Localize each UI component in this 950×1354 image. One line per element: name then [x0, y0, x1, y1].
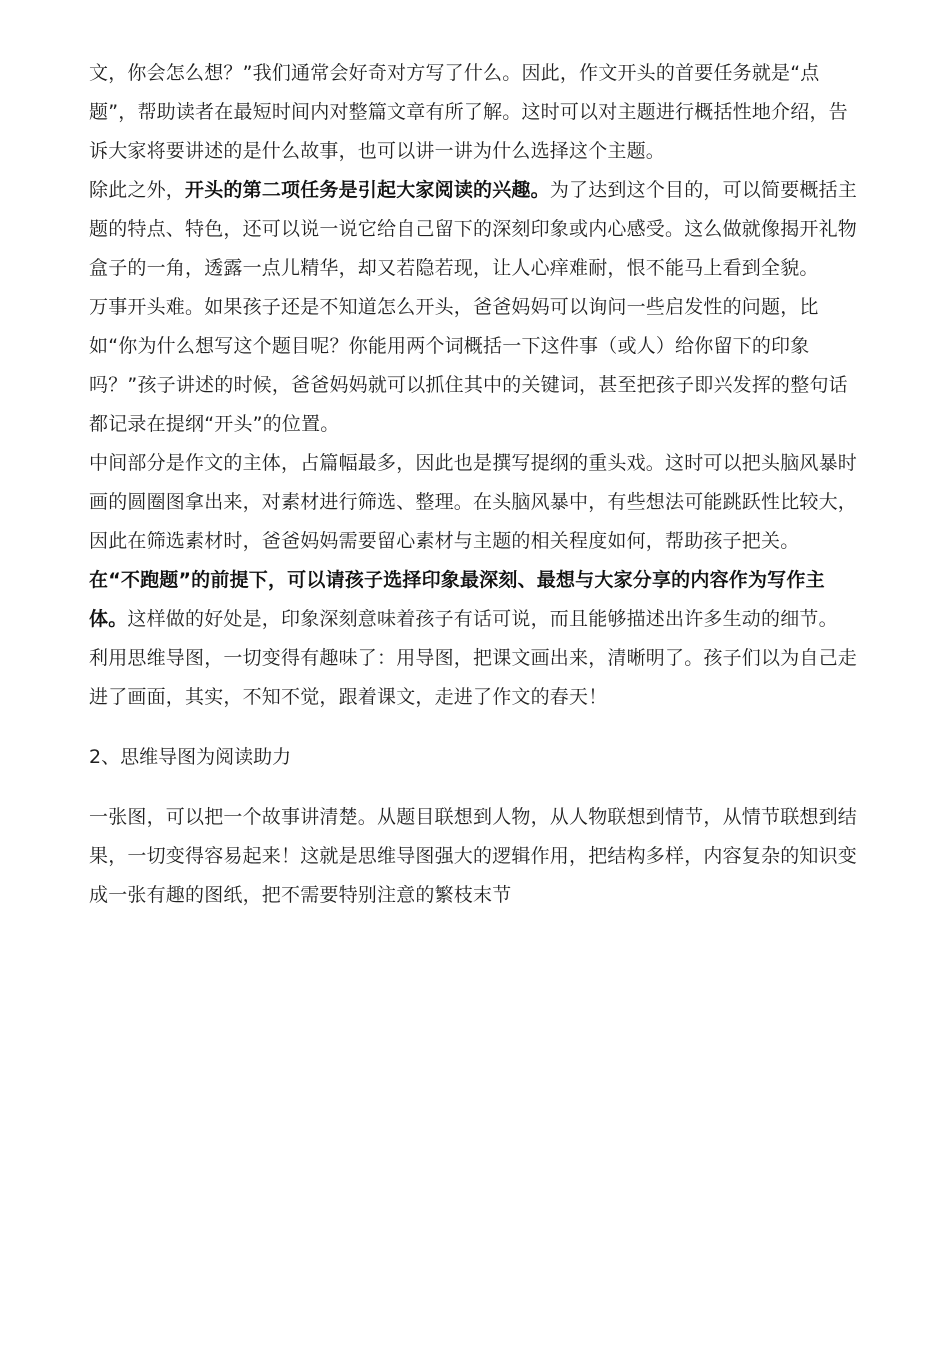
paragraph-text: 中间部分是作文的主体，占篇幅最多，因此也是撰写提纲的重头戏。这时可以把头脑风暴时画的圆圈图拿出来，对素材进行筛选、整理。在头脑风暴中，有些想法可能跳跃性比较大，因此在筛选素材时，爸爸妈妈需要留心素材与主题的相关程度如何，帮助孩子把关。 — [89, 452, 858, 552]
paragraph-text: 除此之外， — [89, 179, 186, 201]
paragraph-starting-hard — [89, 288, 861, 444]
paragraph-text: 利用思维导图，一切变得有趣味了：用导图，把课文画出来，清晰明了。孩子们以为自己走进了画面，其实，不知不觉，跟着课文，走进了作文的春天！ — [89, 647, 858, 708]
paragraph-opening-purpose — [89, 54, 861, 171]
paragraph-one-picture — [89, 798, 861, 915]
paragraph-text: 万事开头难。如果孩子还是不知道怎么开头，爸爸妈妈可以询问一些启发性的问题，比如“你为什么想写这个题目呢？你能用两个词概括一下这件事（或人）给你留下的印象吗？”孩子讲述的时候，爸爸妈妈就可以抓住其中的关键词，甚至把孩子即兴发挥的整句话都记录在提纲“开头”的位置。 — [89, 296, 848, 435]
paragraph-text: 一张图，可以把一个故事讲清楚。从题目联想到人物，从人物联想到情节，从情节联想到结果，一切变得容易起来！这就是思维导图强大的逻辑作用，把结构多样，内容复杂的知识变成一张有趣的图纸，把不需要特别注意的繁枝末节 — [89, 806, 858, 906]
paragraph-text: 文，你会怎么想？”我们通常会好奇对方写了什么。因此，作文开头的首要任务就是“点题”，帮助读者在最短时间内对整篇文章有所了解。这时可以对主题进行概括性地介绍，告诉大家将要讲述的是什么故事，也可以讲一讲为什么选择这个主题。 — [89, 62, 848, 162]
paragraph-mind-map-fun — [89, 639, 861, 717]
paragraph-text: 这样做的好处是，印象深刻意味着孩子有话可说，而且能够描述出许多生动的细节。 — [127, 608, 838, 630]
paragraph-second-task — [89, 171, 861, 288]
bold-emphasis: 开头的第二项任务是引起大家阅读的兴趣。 — [185, 179, 550, 201]
bold-emphasis: 在“不跑题”的前提下，可以请孩子选择印象最深刻、最想与大家分享的内容作为写作主体。 — [89, 569, 825, 630]
paragraph-main-content — [89, 561, 861, 639]
document-page — [89, 54, 861, 915]
paragraph-text: 为了达到这个目的，可以简要概括主题的特点、特色，还可以说一说它给自己留下的深刻印象或内心感受。这么做就像揭开礼物盒子的一角，透露一点儿精华，却又若隐若现，让人心痒难耐，恨不能马上看到全貌。 — [89, 179, 858, 279]
section-heading: 2、思维导图为阅读助力 — [89, 746, 292, 768]
paragraph-middle-part — [89, 444, 861, 561]
